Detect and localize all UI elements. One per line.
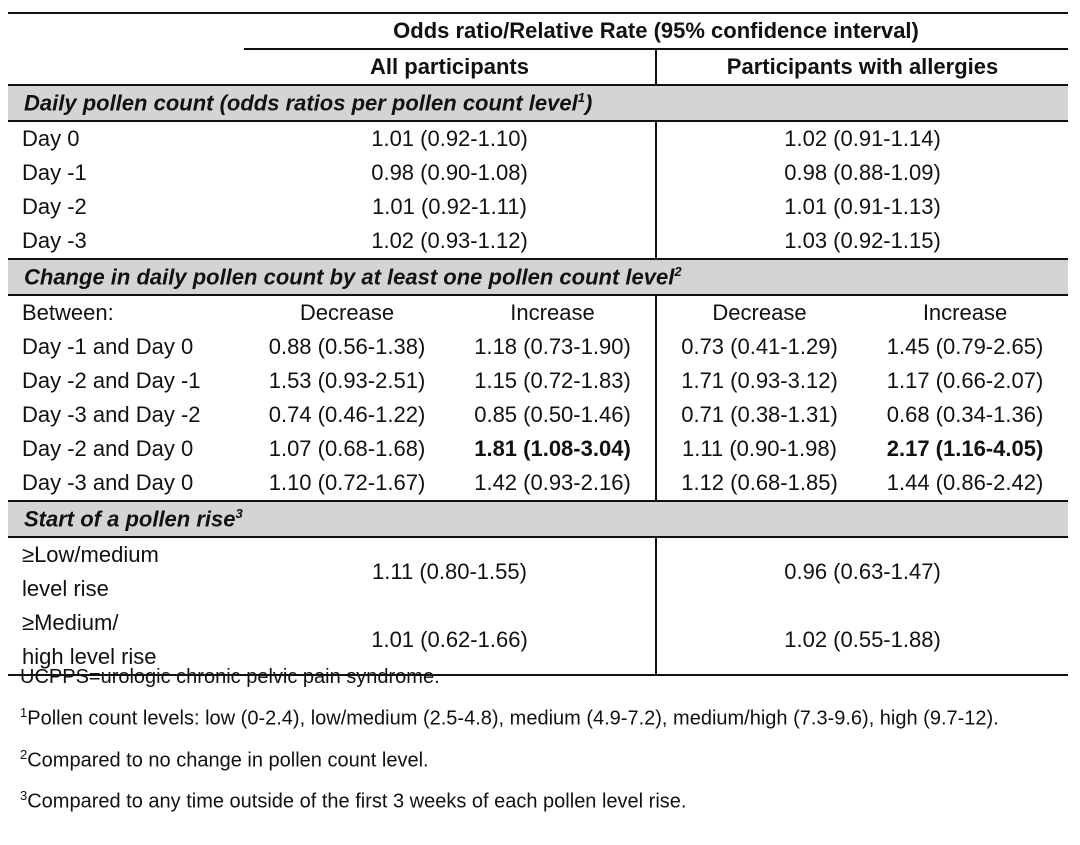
footnote-1: $^1$Pollen count levels: low (0-2.4), low/medium (2.5-4.8), medium (4.9-7.2), medium/high (7.3-9.6), high (9.7-12). bbox=[20, 705, 999, 730]
table-row: Day -1 and Day 0 0.88 (0.56-1.38) 1.18 (0.73-1.90) 0.73 (0.41-1.29) 1.45 (0.79-2.65) bbox=[8, 330, 1068, 364]
header-super: Odds ratio/Relative Rate (95% confidence interval) bbox=[244, 13, 1068, 49]
header-corner bbox=[8, 13, 244, 49]
table-row: Day 0 1.01 (0.92-1.10) 1.02 (0.91-1.14) bbox=[8, 121, 1068, 156]
table-row: Day -2 and Day 0 1.07 (0.68-1.68) 1.81 (1.08-3.04) 1.11 (0.90-1.98) 2.17 (1.16-4.05) bbox=[8, 432, 1068, 466]
table-row: Day -1 0.98 (0.90-1.08) 0.98 (0.88-1.09) bbox=[8, 156, 1068, 190]
table-row: Day -3 1.02 (0.93-1.12) 1.03 (0.92-1.15) bbox=[8, 224, 1068, 259]
footnote-abbrev: UCPPS=urologic chronic pelvic pain syndrome. bbox=[20, 666, 440, 688]
results-table bbox=[8, 12, 1068, 676]
header-corner-2 bbox=[8, 49, 244, 85]
table-row: Day -2 1.01 (0.92-1.11) 1.01 (0.91-1.13) bbox=[8, 190, 1068, 224]
table-row: Day -3 and Day 0 1.10 (0.72-1.67) 1.42 (0.93-2.16) 1.12 (0.68-1.85) 1.44 (0.86-2.42) bbox=[8, 466, 1068, 501]
table-row: ≥Medium/ high level rise 1.01 (0.62-1.66) 1.02 (0.55-1.88) bbox=[8, 606, 1068, 675]
table-row: Day -3 and Day -2 0.74 (0.46-1.22) 0.85 (0.50-1.46) 0.71 (0.38-1.31) 0.68 (0.34-1.36) bbox=[8, 398, 1068, 432]
footnote-2: $^2$Compared to no change in pollen count level. bbox=[20, 746, 429, 772]
header-all-participants: All participants bbox=[244, 49, 656, 85]
section-daily-pollen-title: Daily pollen count (odds ratios per pollen count level$^1$) bbox=[8, 85, 1068, 121]
table-row: Day -2 and Day -1 1.53 (0.93-2.51) 1.15 (0.72-1.83) 1.71 (0.93-3.12) 1.17 (0.66-2.07) bbox=[8, 364, 1068, 398]
header-participants-allergies: Participants with allergies bbox=[726, 54, 999, 79]
significant-value: 1.81 (1.08-3.04) bbox=[450, 432, 656, 466]
footnote-3: $^3$Compared to any time outside of the first 3 weeks of each pollen level rise. bbox=[20, 788, 687, 813]
section-pollen-rise-title: Start of a pollen rise$^3$ bbox=[8, 501, 1068, 537]
footnotes bbox=[20, 664, 1060, 824]
section-change-title: Change in daily pollen count by at least one pollen count level$^2$ bbox=[8, 259, 1068, 295]
subheader-row: Between: Decrease Increase Decrease Increase bbox=[8, 295, 1068, 330]
significant-value: 2.17 (1.16-4.05) bbox=[886, 436, 1044, 461]
table-row: ≥Low/medium level rise 1.11 (0.80-1.55) 0.96 (0.63-1.47) bbox=[8, 537, 1068, 606]
